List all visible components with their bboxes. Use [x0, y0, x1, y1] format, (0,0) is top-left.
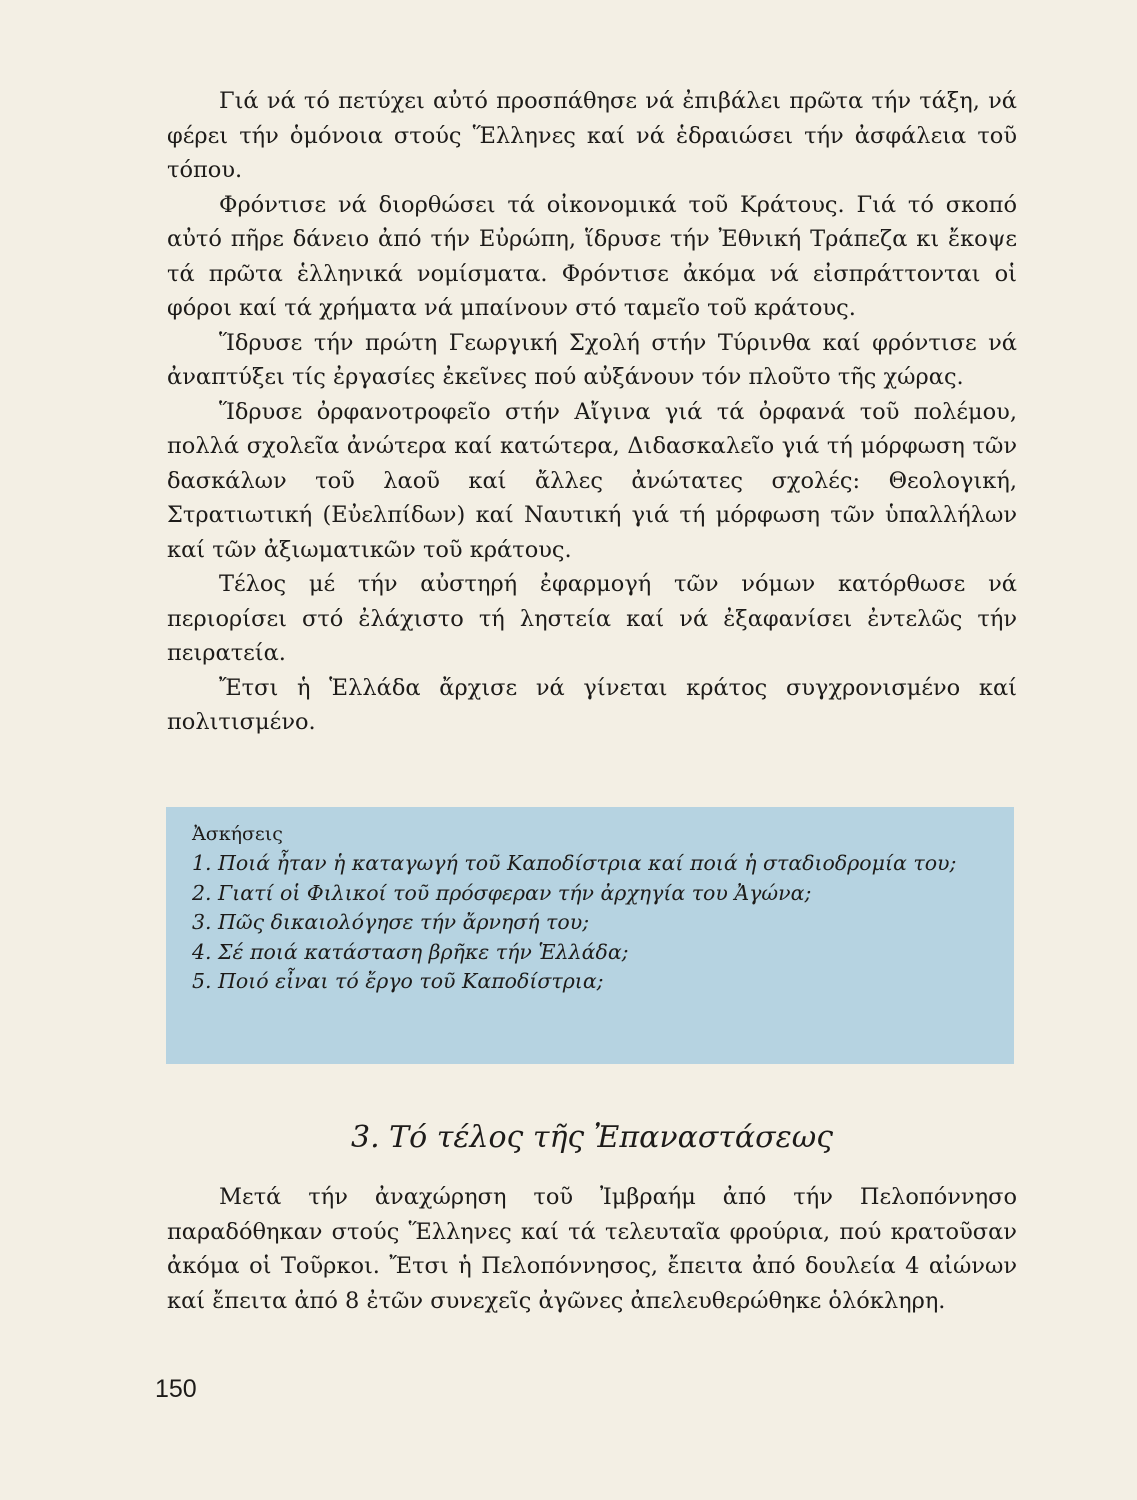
exercise-item: [192, 967, 994, 997]
exercise-question: Ποιό εἶναι τό ἔργο τοῦ Καποδίστρια;: [218, 969, 604, 993]
exercise-question: Σέ ποιά κατάσταση βρῆκε τήν Ἑλλάδα;: [218, 939, 629, 964]
exercises-title: Ἀσκήσεις: [192, 823, 283, 845]
exercises-list: [192, 849, 994, 997]
paragraph: Φρόντισε νά διορθώσει τά οἰκονομικά τοῦ Κράτους. Γιά τό σκοπό αὐτό πῆρε δάνειο ἀπό τήν Εὐρώπη, ἵδρυσε τήν Ἐθνική Τράπεζα κι ἔκοψε τά πρῶτα ἑλληνικά νομίσματα. Φρόντισε ἀκόμα νά εἰσπράττονται οἱ φόροι καί τά χρήματα νά μπαίνουν στό ταμεῖο τοῦ κράτους.: [167, 191, 1017, 321]
exercise-item: [192, 938, 994, 968]
exercise-question: Ποιά ἦταν ἡ καταγωγή τοῦ Καποδίστρια καί ποιά ἡ σταδιοδρομία του;: [218, 851, 957, 875]
exercise-item: [192, 849, 994, 879]
exercise-number: 4.: [192, 939, 212, 964]
paragraph: Ἵδρυσε ὀρφανοτροφεῖο στήν Αἴγινα γιά τά ὀρφανά τοῦ πολέμου, πολλά σχολεῖα ἀνώτερα καί κατώτερα, Διδασκαλεῖο γιά τή μόρφωση τῶν δασκάλων τοῦ λαοῦ καί ἄλλες ἀνώτατες σχολές: Θεολογική, Στρατιωτική (Εὐελπίδων) καί Ναυτική γιά τή μόρφωση τῶν ὑπαλλήλων καί τῶν ἀξιωματικῶν τοῦ κράτους.: [167, 398, 1017, 563]
exercise-number: 3.: [192, 910, 212, 934]
exercise-question: Γιατί οἱ Φιλικοί τοῦ πρόσφεραν τήν ἀρχηγία του Ἀγώνα;: [218, 880, 812, 905]
exercise-item: [192, 908, 994, 938]
section-heading: 3. Τό τέλος τῆς Ἐπαναστάσεως: [350, 1120, 834, 1155]
page-number: 150: [155, 1375, 197, 1403]
exercise-item: [192, 879, 994, 909]
paragraph: Μετά τήν ἀναχώρηση τοῦ Ἰμβραήμ ἀπό τήν Πελοπόννησο παραδόθηκαν στούς Ἕλληνες καί τά τελευταῖα φρούρια, πού κρατοῦσαν ἀκόμα οἱ Τοῦρκοι. Ἔτσι ἡ Πελοπόννησος, ἔπειτα ἀπό δουλεία 4 αἰώνων καί ἔπειτα ἀπό 8 ἐτῶν συνεχεῖς ἀγῶνες ἀπελευθερώθηκε ὁλόκληρη.: [167, 1184, 1017, 1314]
exercise-number: 2.: [192, 880, 212, 905]
paragraph: Ἔτσι ἡ Ἑλλάδα ἄρχισε νά γίνεται κράτος συγχρονισμένο καί πολιτισμένο.: [167, 674, 1017, 735]
main-body-text: [167, 84, 1017, 740]
paragraph: Τέλος μέ τήν αὐστηρή ἐφαρμογή τῶν νόμων κατόρθωσε νά περιορίσει στό ἐλάχιστο τή ληστεία καί νά ἐξαφανίσει ἐντελῶς τήν πειρατεία.: [167, 571, 1017, 666]
exercise-number: 5.: [192, 969, 212, 993]
exercise-question: Πῶς δικαιολόγησε τήν ἄρνησή του;: [218, 910, 590, 934]
section-body-text: [167, 1180, 1017, 1318]
paragraph: Ἵδρυσε τήν πρώτη Γεωργική Σχολή στήν Τύρινθα καί φρόντισε νά ἀναπτύξει τίς ἐργασίες ἐκεῖνες πού αὐξάνουν τόν πλοῦτο τῆς χώρας.: [167, 329, 1017, 390]
exercises-box: [166, 807, 1014, 1064]
exercise-number: 1.: [192, 851, 212, 875]
paragraph: Γιά νά τό πετύχει αὐτό προσπάθησε νά ἐπιβάλει πρῶτα τήν τάξη, νά φέρει τήν ὁμόνοια στούς Ἕλληνες καί νά ἑδραιώσει τήν ἀσφάλεια τοῦ τόπου.: [167, 88, 1017, 183]
